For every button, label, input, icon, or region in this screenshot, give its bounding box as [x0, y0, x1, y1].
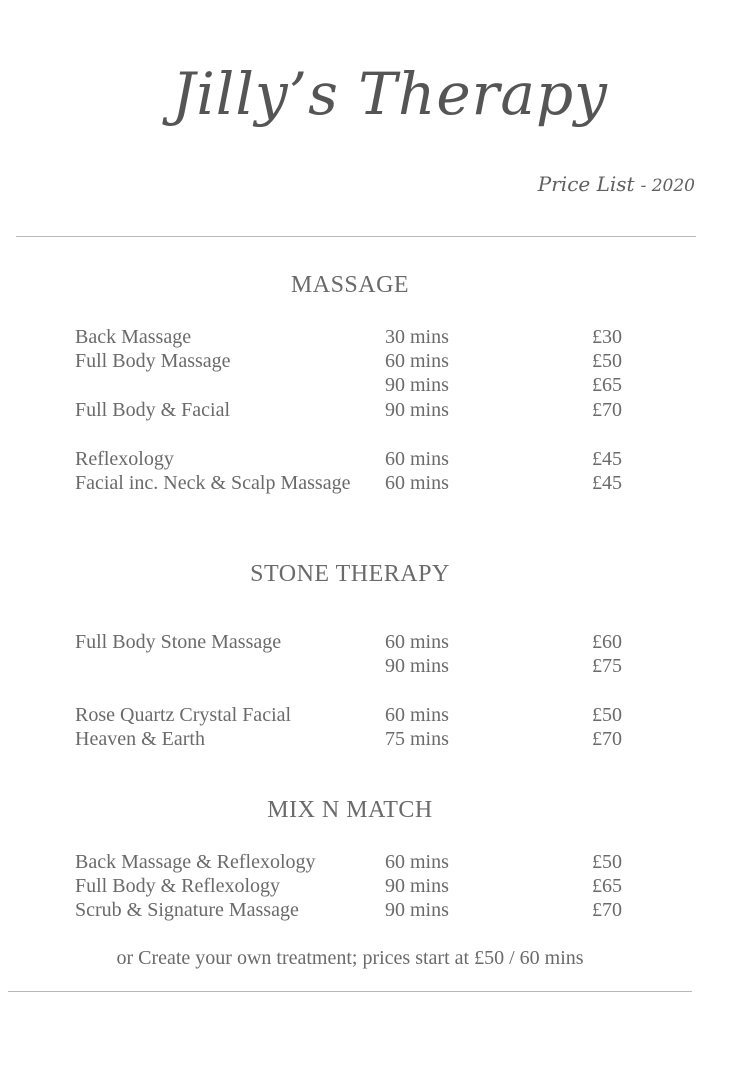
treatment-price: £75 — [592, 655, 622, 677]
subtitle-label: Price List — [537, 172, 635, 196]
bottom-divider — [8, 991, 692, 992]
table-row — [0, 654, 750, 678]
treatment-duration: 60 mins — [385, 448, 449, 470]
custom-treatment-note: or Create your own treatment; prices start at £50 / 60 mins — [116, 947, 584, 969]
treatment-name: Scrub & Signature Massage — [75, 899, 299, 921]
treatment-name: Heaven & Earth — [75, 728, 205, 750]
treatment-price: £50 — [592, 350, 622, 372]
treatment-name: Rose Quartz Crystal Facial — [75, 704, 292, 726]
treatment-price: £60 — [592, 631, 622, 653]
treatment-duration: 75 mins — [385, 728, 449, 750]
treatment-duration: 60 mins — [385, 631, 449, 653]
treatment-name: Full Body & Facial — [75, 399, 230, 421]
section-heading-massage: MASSAGE — [290, 272, 410, 298]
treatment-name: Full Body Stone Massage — [75, 631, 282, 653]
treatment-name: Full Body Massage — [75, 350, 231, 372]
treatment-price: £50 — [592, 851, 622, 873]
table-row — [0, 703, 750, 727]
price-list-subtitle — [538, 172, 695, 196]
treatment-price: £50 — [592, 704, 622, 726]
table-row — [0, 373, 750, 397]
section-heading-mix-n-match: MIX N MATCH — [267, 797, 433, 823]
treatment-duration: 30 mins — [385, 326, 449, 348]
subtitle-year: - 2020 — [640, 176, 695, 196]
treatment-name: Back Massage — [75, 326, 192, 348]
section-heading-stone-therapy: STONE THERAPY — [250, 561, 450, 587]
treatment-name: Back Massage & Reflexology — [75, 851, 316, 873]
treatment-name: Reflexology — [75, 448, 174, 470]
treatment-duration: 60 mins — [385, 704, 449, 726]
treatment-duration: 60 mins — [385, 851, 449, 873]
table-row — [0, 349, 750, 373]
table-row — [0, 325, 750, 349]
treatment-duration: 90 mins — [385, 399, 449, 421]
top-divider — [16, 236, 696, 237]
treatment-price: £70 — [592, 899, 622, 921]
treatment-price: £45 — [592, 472, 622, 494]
treatment-price: £65 — [592, 374, 622, 396]
treatment-name: Facial inc. Neck & Scalp Massage — [75, 472, 351, 494]
treatment-price: £70 — [592, 728, 622, 750]
treatment-duration: 90 mins — [385, 899, 449, 921]
treatment-price: £45 — [592, 448, 622, 470]
treatment-duration: 60 mins — [385, 472, 449, 494]
table-row — [0, 630, 750, 654]
table-row — [0, 727, 750, 751]
table-row — [0, 850, 750, 874]
treatment-price: £70 — [592, 399, 622, 421]
page-title: Jilly’s Therapy — [172, 60, 608, 128]
table-row — [0, 898, 750, 922]
treatment-price: £65 — [592, 875, 622, 897]
table-row — [0, 398, 750, 422]
table-row — [0, 471, 750, 495]
treatment-duration: 90 mins — [385, 374, 449, 396]
treatment-duration: 90 mins — [385, 875, 449, 897]
treatment-name: Full Body & Reflexology — [75, 875, 280, 897]
table-row — [0, 874, 750, 898]
treatment-price: £30 — [592, 326, 622, 348]
treatment-duration: 60 mins — [385, 350, 449, 372]
table-row — [0, 447, 750, 471]
treatment-duration: 90 mins — [385, 655, 449, 677]
